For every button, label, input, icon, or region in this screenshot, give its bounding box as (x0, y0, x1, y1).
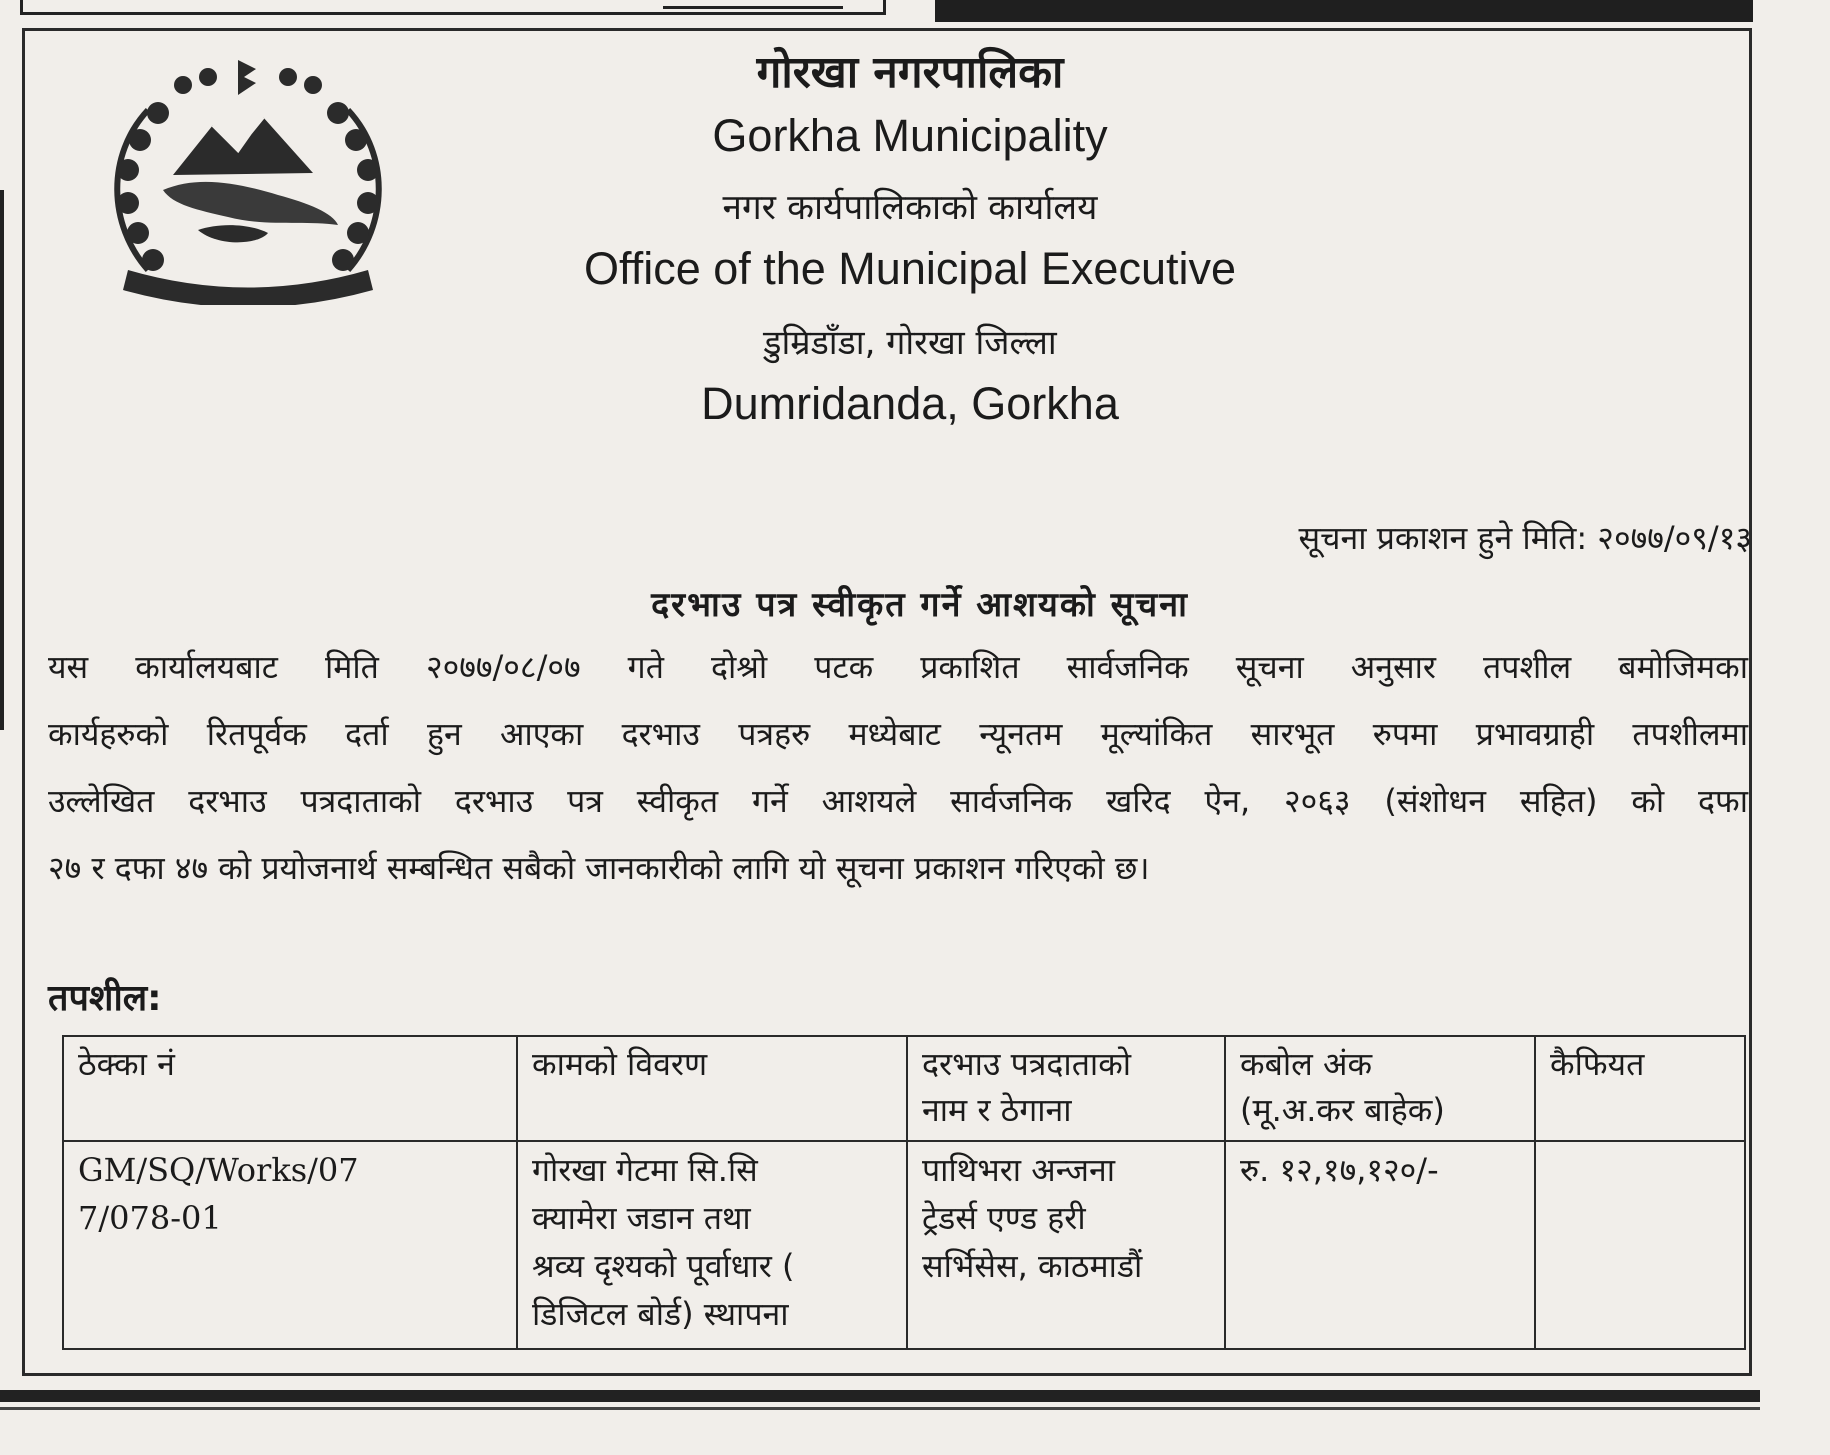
bidder-cell (907, 1141, 1225, 1349)
col-bidder (907, 1036, 1225, 1141)
notice-body-line: यस कार्यालयबाट मिति २०७७/०८/०७ गते दोश्रो पटक प्रकाशित सार्वजनिक सूचना अनुसार तपशील बमोजिमका (48, 648, 1748, 686)
description-line: गोरखा गेटमा सि.सि (532, 1151, 758, 1189)
contract-no-line: GM/SQ/Works/07 (78, 1151, 359, 1189)
schedule-table (62, 1035, 1746, 1350)
municipality-name-np: गोरखा नगरपालिका (756, 47, 1064, 98)
amount-cell (1225, 1141, 1535, 1349)
col-contract-no (63, 1036, 517, 1141)
col-amount-label-line: (मू.अ.कर बाहेक) (1240, 1091, 1445, 1129)
table-row (63, 1141, 1745, 1349)
description-line: डिजिटल बोर्ड) स्थापना (532, 1295, 789, 1333)
amount-value: रु. १२,१७,१२०/- (1240, 1151, 1439, 1189)
col-bidder-label-line: नाम र ठेगाना (922, 1091, 1072, 1129)
description-cell (517, 1141, 907, 1349)
office-name-np: नगर कार्यपालिकाको कार्यालय (722, 188, 1098, 228)
col-description-label: कामको विवरण (532, 1045, 708, 1083)
top-strip-inner (663, 0, 843, 9)
publication-date: सूचना प्रकाशन हुने मिति: २०७७/०९/१३ (1298, 519, 1752, 557)
col-amount-label-line: कबोल अंक (1240, 1045, 1373, 1083)
col-contract-no-label: ठेक्का नं (78, 1045, 175, 1083)
top-strip-right (935, 0, 1753, 22)
contract-no-line: 7/078-01 (78, 1199, 222, 1237)
contract-no-cell (63, 1141, 517, 1349)
bidder-line: पाथिभरा अन्जना (922, 1151, 1116, 1189)
description-line: श्रव्य दृश्यको पूर्वाधार ( (532, 1247, 795, 1285)
col-remarks (1535, 1036, 1745, 1141)
bidder-line: ट्रेडर्स एण्ड हरी (922, 1199, 1086, 1237)
office-name-en: Office of the Municipal Executive (584, 243, 1236, 294)
top-strip-left (20, 0, 886, 15)
col-bidder-label-line: दरभाउ पत्रदाताको (922, 1045, 1132, 1083)
col-description (517, 1036, 907, 1141)
col-amount (1225, 1036, 1535, 1141)
remarks-cell (1535, 1141, 1745, 1349)
notice-body-line: कार्यहरुको रितपूर्वक दर्ता हुन आएका दरभाउ पत्रहरु मध्येबाट न्यूनतम मूल्यांकित सारभूत रुपमा प्रभावग्राही तपशीलमा (48, 715, 1748, 753)
municipality-name-en: Gorkha Municipality (712, 110, 1108, 161)
address-np: डुम्रिडाँडा, गोरखा जिल्ला (763, 323, 1057, 363)
bidder-line: सर्भिसेस, काठमाडौं (922, 1247, 1143, 1285)
schedule-label: तपशील: (48, 978, 162, 1019)
schedule-header-row (63, 1036, 1745, 1141)
notice-title: दरभाउ पत्र स्वीकृत गर्ने आशयको सूचना (651, 585, 1189, 625)
description-line: क्यामेरा जडान तथा (532, 1199, 751, 1237)
bottom-rule (0, 1407, 1760, 1410)
address-en: Dumridanda, Gorkha (701, 378, 1119, 429)
col-remarks-label: कैफियत (1550, 1045, 1645, 1083)
nepal-government-emblem-icon (88, 55, 408, 305)
notice-body-line: उल्लेखित दरभाउ पत्रदाताको दरभाउ पत्र स्वीकृत गर्ने आशयले सार्वजनिक खरिद ऐन, २०६३ (संशोधन सहित) को दफा (48, 782, 1748, 820)
left-rule (0, 190, 4, 730)
notice-body-line: २७ र दफा ४७ को प्रयोजनार्थ सम्बन्धित सबैको जानकारीको लागि यो सूचना प्रकाशन गरिएको छ। (48, 849, 1150, 887)
bottom-band (0, 1390, 1760, 1402)
